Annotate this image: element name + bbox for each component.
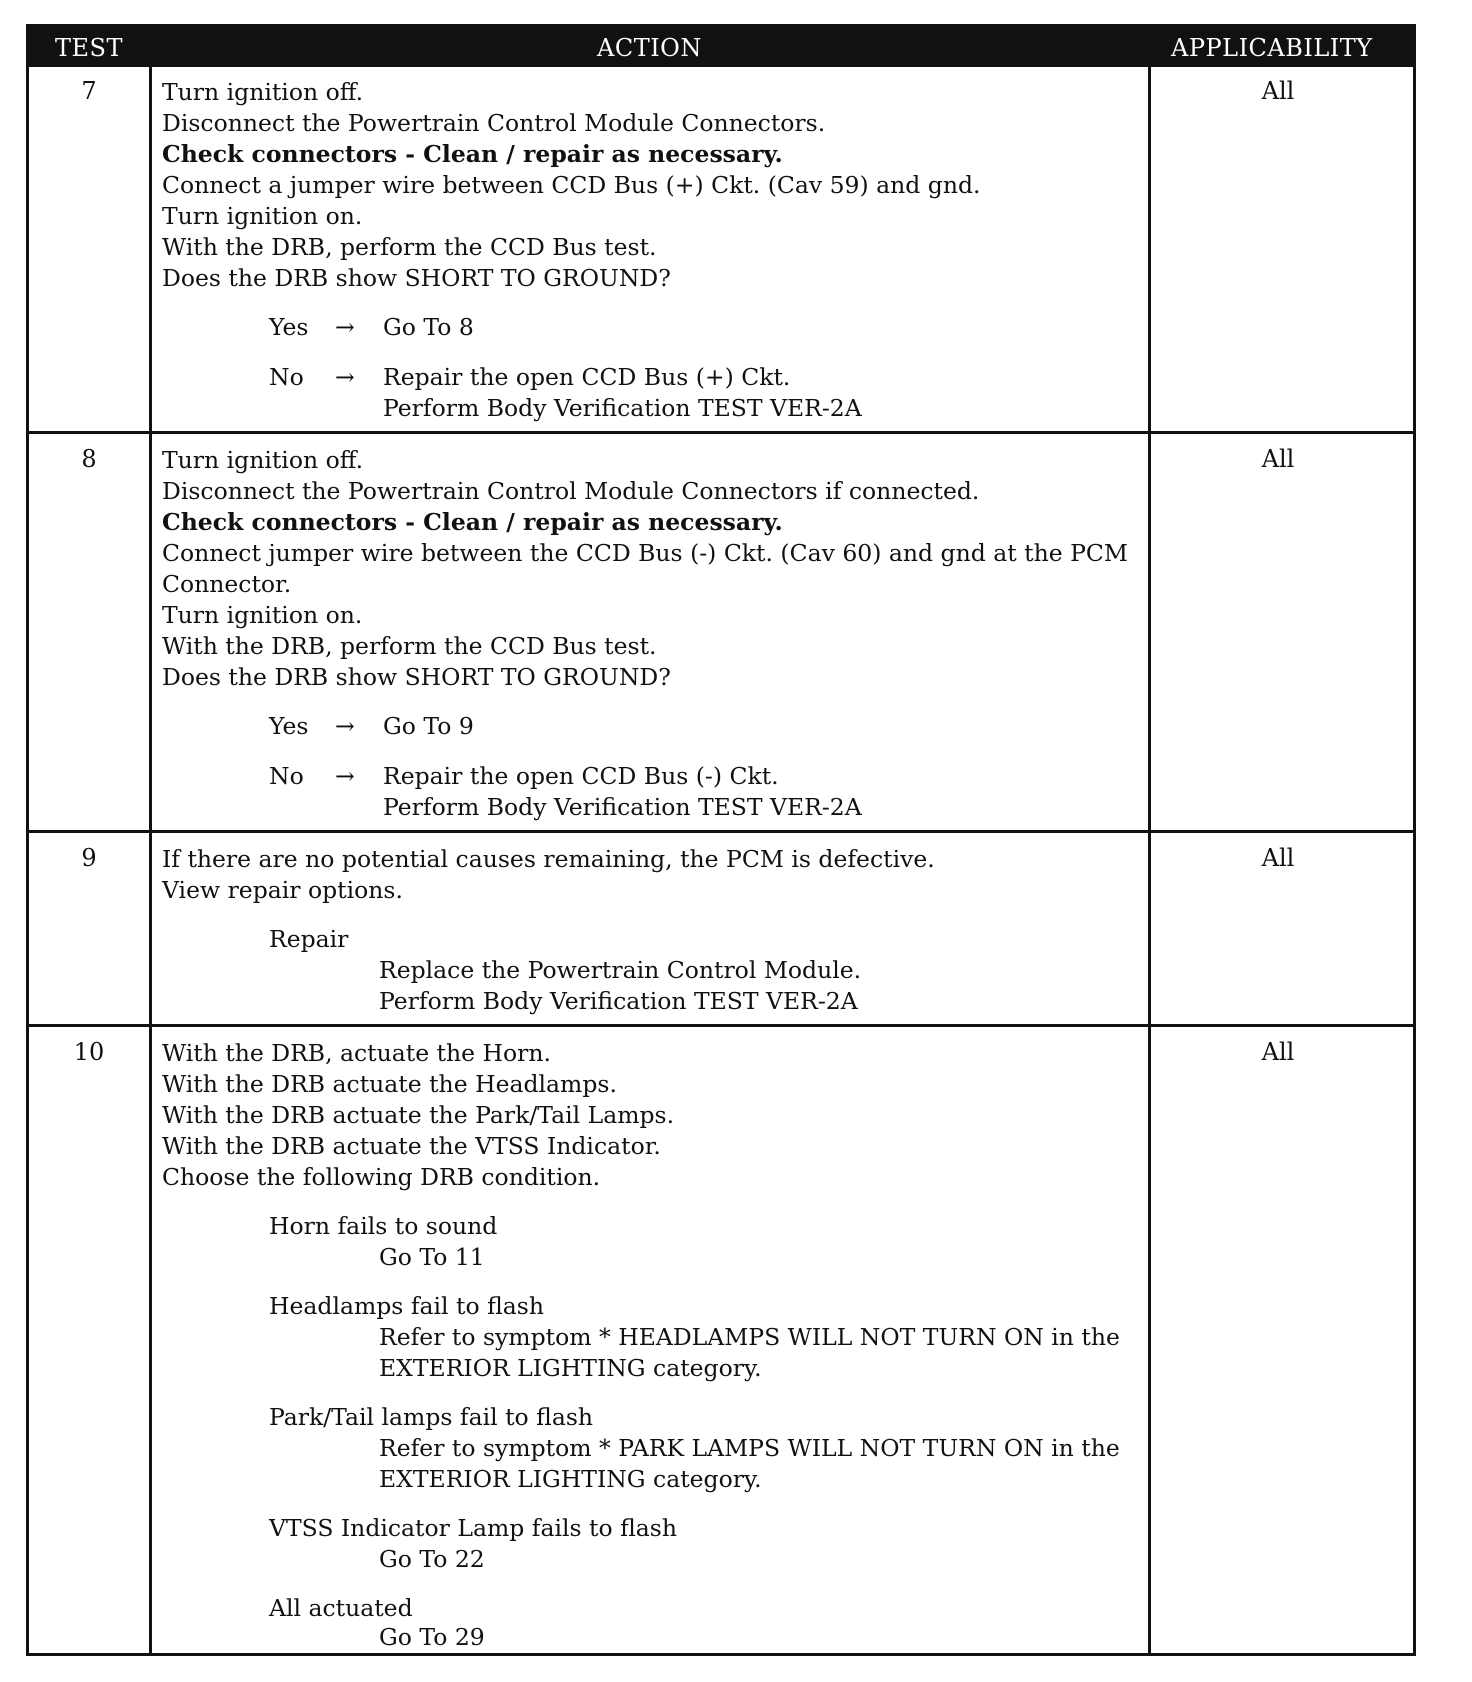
column-divider: [149, 67, 152, 1653]
repair-step: Perform Body Verification TEST VER-2A: [379, 987, 858, 1015]
condition-label: All actuated: [269, 1594, 413, 1622]
action-line: If there are no potential causes remaining, the PCM is defective.: [162, 845, 935, 873]
yes-result: Go To 8: [383, 313, 474, 341]
applicability-value: All: [1261, 844, 1295, 872]
diagnostic-table: [26, 24, 1416, 1656]
condition-label: Headlamps fail to flash: [269, 1292, 544, 1320]
header-test: TEST: [55, 34, 123, 62]
yes-label: Yes: [269, 712, 309, 740]
arrow-icon: →: [335, 712, 355, 740]
repair-label: Repair: [269, 925, 349, 953]
no-result: Repair the open CCD Bus (-) Ckt.: [383, 762, 779, 790]
action-line: Turn ignition off.: [162, 446, 364, 474]
table-header: [29, 27, 1413, 67]
action-line: Connect jumper wire between the CCD Bus (-) Ckt. (Cav 60) and gnd at the PCM: [162, 539, 1128, 567]
action-line: Turn ignition off.: [162, 78, 364, 106]
condition-result: Go To 11: [379, 1243, 485, 1271]
condition-label: Horn fails to sound: [269, 1212, 498, 1240]
no-result: Perform Body Verification TEST VER-2A: [383, 394, 862, 422]
condition-result: Refer to symptom * PARK LAMPS WILL NOT TURN ON in the: [379, 1434, 1120, 1462]
no-label: No: [269, 363, 304, 391]
yes-label: Yes: [269, 313, 309, 341]
action-line: Disconnect the Powertrain Control Module Connectors if connected.: [162, 477, 980, 505]
condition-label: Park/Tail lamps fail to flash: [269, 1403, 594, 1431]
condition-label: VTSS Indicator Lamp fails to flash: [269, 1514, 677, 1542]
row-divider: [29, 431, 1413, 434]
action-line: Check connectors - Clean / repair as necessary.: [162, 508, 783, 536]
arrow-icon: →: [335, 363, 355, 391]
action-line: With the DRB actuate the Headlamps.: [162, 1070, 617, 1098]
test-number: 9: [81, 844, 97, 872]
row-divider: [29, 1024, 1413, 1027]
condition-result: EXTERIOR LIGHTING category.: [379, 1465, 762, 1493]
action-line: With the DRB actuate the VTSS Indicator.: [162, 1132, 661, 1160]
action-line: Disconnect the Powertrain Control Module Connectors.: [162, 109, 826, 137]
action-line: Connect a jumper wire between CCD Bus (+) Ckt. (Cav 59) and gnd.: [162, 171, 981, 199]
action-line: View repair options.: [162, 876, 403, 904]
action-line: Connector.: [162, 570, 292, 598]
action-line: Choose the following DRB condition.: [162, 1163, 601, 1191]
test-number: 10: [73, 1038, 105, 1066]
test-number: 7: [81, 77, 97, 105]
action-line: With the DRB, actuate the Horn.: [162, 1039, 552, 1067]
condition-result: EXTERIOR LIGHTING category.: [379, 1354, 762, 1382]
arrow-icon: →: [335, 762, 355, 790]
row-divider: [29, 830, 1413, 833]
action-line: With the DRB, perform the CCD Bus test.: [162, 233, 657, 261]
repair-step: Replace the Powertrain Control Module.: [379, 956, 862, 984]
condition-result: Go To 22: [379, 1545, 485, 1573]
no-result: Repair the open CCD Bus (+) Ckt.: [383, 363, 791, 391]
header-applicability: APPLICABILITY: [1171, 34, 1373, 62]
no-label: No: [269, 762, 304, 790]
applicability-value: All: [1261, 77, 1295, 105]
condition-result: Go To 29: [379, 1623, 485, 1651]
action-line: With the DRB, perform the CCD Bus test.: [162, 632, 657, 660]
no-result: Perform Body Verification TEST VER-2A: [383, 793, 862, 821]
action-line: Does the DRB show SHORT TO GROUND?: [162, 264, 671, 292]
condition-result: Refer to symptom * HEADLAMPS WILL NOT TURN ON in the: [379, 1323, 1120, 1351]
column-divider: [1148, 67, 1151, 1653]
applicability-value: All: [1261, 1038, 1295, 1066]
action-line: With the DRB actuate the Park/Tail Lamps.: [162, 1101, 675, 1129]
action-line: Turn ignition on.: [162, 601, 363, 629]
test-number: 8: [81, 445, 97, 473]
action-line: Turn ignition on.: [162, 202, 363, 230]
applicability-value: All: [1261, 445, 1295, 473]
arrow-icon: →: [335, 313, 355, 341]
action-line: Does the DRB show SHORT TO GROUND?: [162, 663, 671, 691]
yes-result: Go To 9: [383, 712, 474, 740]
action-line: Check connectors - Clean / repair as necessary.: [162, 140, 783, 168]
header-action: ACTION: [597, 34, 702, 62]
